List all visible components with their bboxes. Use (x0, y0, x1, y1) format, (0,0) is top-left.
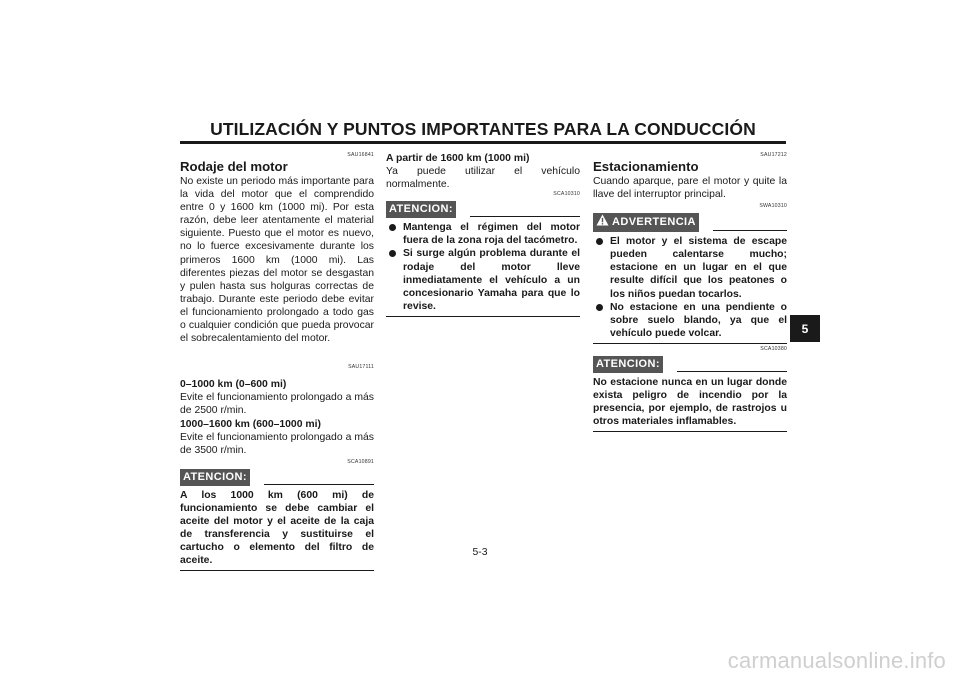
list-item: El motor y el sistema de escape pueden calentarse mucho; estacione en un lugar en el que resulte difícil que los peatones o los niños puedan tocarlos. (593, 235, 787, 300)
notice-list (386, 221, 580, 313)
section-code: SAU17212 (760, 152, 787, 158)
column-right (593, 152, 787, 432)
warning-triangle-icon (596, 214, 609, 231)
warning-header (593, 213, 787, 232)
notice-end-rule (386, 316, 580, 317)
notice-code: SCA10310 (553, 191, 580, 198)
bullet-icon (596, 304, 603, 311)
range-text: Ya puede utilizar el vehículo normalmente. (386, 166, 580, 191)
notice-header (180, 469, 374, 486)
notice-end-rule (593, 431, 787, 432)
notice-rule (677, 371, 787, 372)
section-tab[interactable]: 5 (790, 315, 820, 342)
warning-code: SWA10310 (759, 203, 787, 210)
warning-badge (593, 213, 699, 232)
section-code: SAU17111 (348, 364, 374, 371)
range-title: 1000–1600 km (600–1000 mi) (180, 418, 321, 430)
warning-rule (713, 230, 787, 231)
watermark: carmanualsonline.info (727, 648, 946, 673)
range-text: Evite el funcionamiento prolongado a más de 2500 r/min. (180, 392, 374, 417)
column-middle (386, 152, 580, 317)
bullet-icon (389, 250, 396, 257)
range-text: Evite el funcionamiento prolongado a más de 3500 r/min. (180, 431, 374, 456)
title-rule (180, 141, 786, 144)
section-code: SAU16841 (347, 152, 374, 158)
list-item: Si surge algún problema durante el rodaje del motor lleve inmediatamente el vehículo a un concesionario Yamaha para que lo revise. (386, 247, 580, 312)
estacionamiento-intro: Cuando aparque, pare el motor y quite la llave del interruptor principal. (593, 176, 787, 201)
page-number: 5-3 (472, 547, 488, 558)
list-item: Mantenga el régimen del motor fuera de la zona roja del tacómetro. (386, 221, 580, 247)
notice-badge: ATENCION: (593, 356, 663, 373)
column-left (180, 152, 374, 571)
warning-end-rule (593, 343, 787, 344)
section-heading-rodaje: Rodaje del motor (180, 159, 288, 174)
range-title: 0–1000 km (0–600 mi) (180, 379, 287, 391)
notice-text: No estacione nunca en un lugar donde exista peligro de incendio por la presencia, por ejemplo, de rastrojos u otros materiales inflamables. (593, 376, 787, 428)
notice-end-rule (180, 570, 374, 571)
notice-code: SCA10380 (760, 345, 787, 352)
notice-text: A los 1000 km (600 mi) de funcionamiento se debe cambiar el aceite del motor y el aceite de la caja de transferencia y sustituirse el cartucho o elemento del filtro de aceite. (180, 489, 374, 567)
notice-header (593, 356, 787, 373)
notice-rule (470, 216, 580, 217)
warning-label: ADVERTENCIA (612, 216, 696, 229)
page-title: UTILIZACIÓN Y PUNTOS IMPORTANTES PARA LA CONDUCCIÓN (210, 119, 756, 139)
bullet-icon (596, 238, 603, 245)
notice-badge: ATENCION: (180, 469, 250, 486)
warning-list (593, 235, 787, 340)
range-title: A partir de 1600 km (1000 mi) (386, 153, 530, 164)
notice-header (386, 201, 580, 218)
notice-badge: ATENCION: (386, 201, 456, 218)
rodaje-intro: No existe un periodo más importante para la vida del motor que el comprendido entre 0 y 1600 km (1000 mi). Por esta razón, debe leer atentamente el material siguiente. Puesto que el motor es nuevo, no lo fuerce excesivamente durante los primeros 1600 km (1000 mi). Las diferentes piezas del motor se desgastan y pulen hasta sus holguras correctas de trabajo. Durante este periodo debe evitar el funcionamiento prolongado a todo gas o cualquier condición que pueda provocar el sobrecalentamiento del motor. (180, 176, 374, 345)
bullet-icon (389, 224, 396, 231)
notice-rule (264, 484, 374, 485)
section-heading-estacionamiento: Estacionamiento (593, 159, 699, 174)
list-item: No estacione en una pendiente o sobre suelo blando, ya que el vehículo puede volcar. (593, 301, 787, 340)
notice-code: SCA10891 (347, 458, 374, 465)
